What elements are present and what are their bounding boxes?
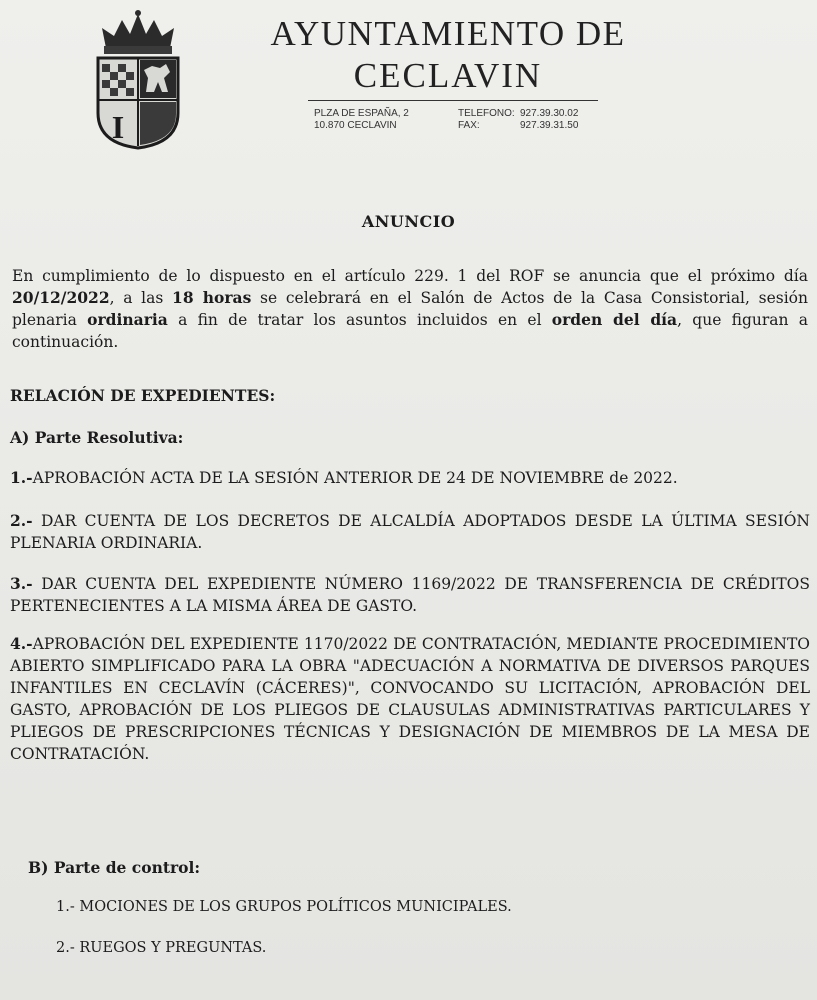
- intro-text-5: , que figuran a continuación.: [12, 311, 809, 351]
- agenda-item: [10, 633, 810, 765]
- agenda-item: [10, 467, 810, 489]
- intro-text-2: , a las: [109, 289, 173, 307]
- intro-paragraph: [12, 265, 808, 353]
- org-name-line1: AYUNTAMIENTO DE: [270, 14, 626, 53]
- agenda-term: orden del día: [551, 310, 678, 329]
- item-text: DAR CUENTA DEL EXPEDIENTE NÚMERO 1169/2022 DE TRANSFERENCIA DE CRÉDITOS PERTENECIENTES A LA MISMA ÁREA DE GASTO.: [10, 575, 810, 615]
- phone-number: 927.39.30.02: [520, 108, 579, 119]
- agenda-item: [10, 573, 810, 617]
- session-date: 20/12/2022: [12, 288, 110, 307]
- fax-number: 927.39.31.50: [520, 120, 579, 131]
- svg-text:I: I: [111, 109, 125, 145]
- intro-text-1: En cumplimiento de lo dispuesto en el artículo 229. 1 del ROF se anuncia que el próximo día: [12, 267, 808, 285]
- item-text: APROBACIÓN DEL EXPEDIENTE 1170/2022 DE CONTRATACIÓN, MEDIANTE PROCEDIMIENTO ABIERTO SIMPLIFICADO PARA LA OBRA "ADECUACIÓN A NORMATIVA DE DIVERSOS PARQUES INFANTILES EN CECLAVÍN (CÁCERES)", CONVOCANDO SU LICITACIÓN, APROBACIÓN DEL GASTO, APROBACIÓN DE LOS PLIEGOS DE CLAUSULAS ADMINISTRATIVAS PARTICULARES Y PLIEGOS DE PRESCRIPCIONES TÉCNICAS Y DESIGNACIÓN DE MIEMBROS DE LA MESA DE CONTRATACIÓN.: [10, 635, 810, 763]
- intro-text-4: a fin de tratar los asuntos incluidos en el: [167, 311, 552, 329]
- header-rule: [308, 100, 598, 101]
- session-hour: 18 horas: [172, 288, 252, 307]
- control-item: 2.- RUEGOS Y PREGUNTAS.: [56, 940, 267, 956]
- address-line1: PLZA DE ESPAÑA, 2: [314, 108, 409, 119]
- address-line2: 10.870 CECLAVIN: [314, 120, 397, 131]
- document-title: ANUNCIO: [361, 212, 456, 231]
- agenda-item: [10, 510, 810, 554]
- item-number: 4.-: [10, 634, 33, 653]
- crest-icon: [88, 8, 188, 150]
- item-number: 1.-: [10, 468, 33, 487]
- part-b-heading: B) Parte de control:: [28, 858, 201, 877]
- item-text: APROBACIÓN ACTA DE LA SESIÓN ANTERIOR DE 24 DE NOVIEMBRE de 2022.: [32, 469, 678, 487]
- intro-text-3: se celebrará en el Salón de Actos de la Casa Consistorial, sesión plenaria: [12, 289, 808, 329]
- part-a-heading: A) Parte Resolutiva:: [10, 428, 184, 447]
- session-type: ordinaria: [87, 310, 168, 329]
- org-name-line2: CECLAVIN: [353, 56, 543, 95]
- item-number: 2.-: [10, 511, 33, 530]
- item-number: 3.-: [10, 574, 33, 593]
- item-text: DAR CUENTA DE LOS DECRETOS DE ALCALDÍA ADOPTADOS DESDE LA ÚLTIMA SESIÓN PLENARIA ORDINARIA.: [10, 512, 810, 552]
- phone-label: TELEFONO:: [458, 108, 515, 119]
- control-item: 1.- MOCIONES DE LOS GRUPOS POLÍTICOS MUNICIPALES.: [56, 899, 512, 915]
- relacion-heading: RELACIÓN DE EXPEDIENTES:: [10, 386, 276, 405]
- coat-of-arms: [88, 8, 188, 150]
- fax-label: FAX:: [458, 120, 480, 131]
